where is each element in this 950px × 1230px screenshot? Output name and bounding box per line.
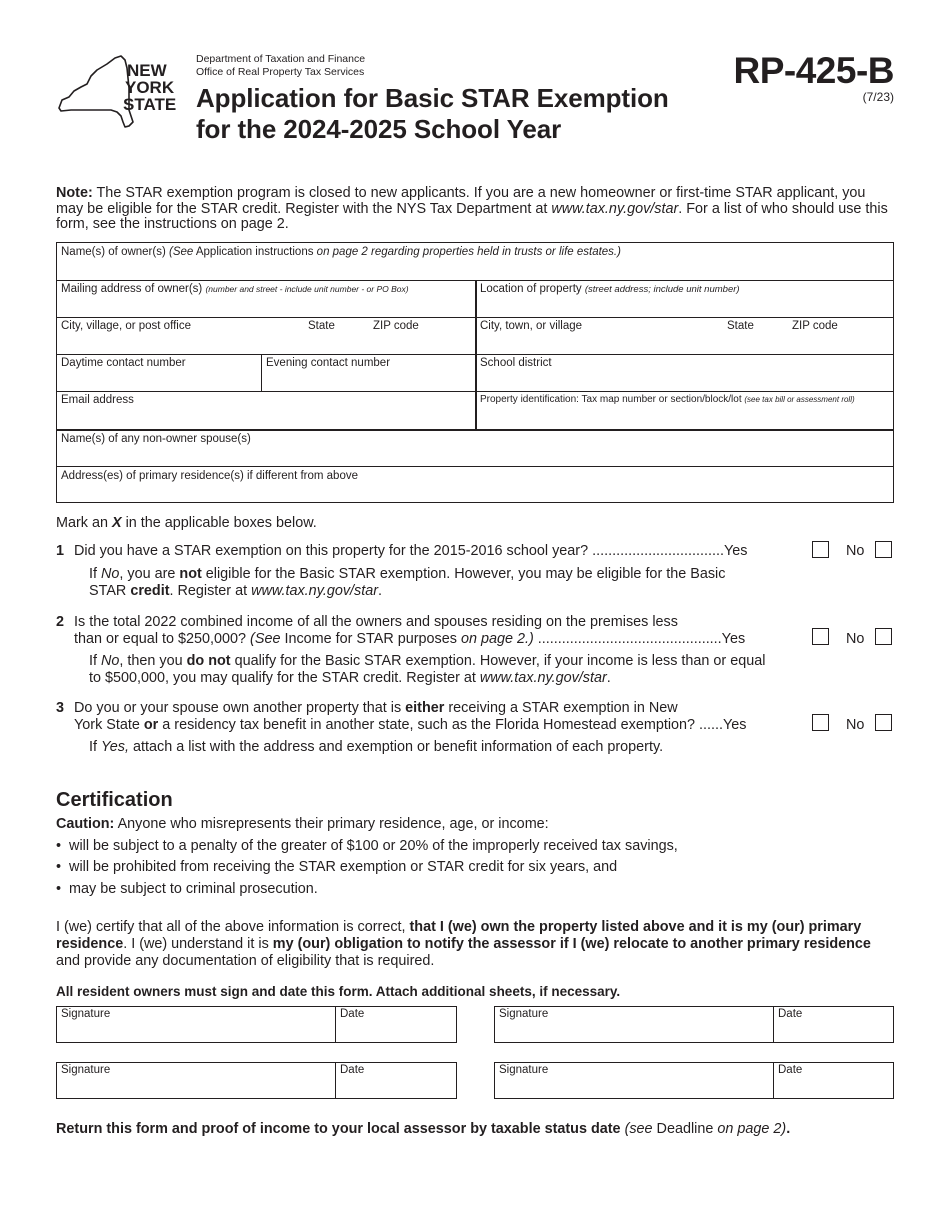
question-2-text-d: Income for STAR purposes [280,631,461,647]
q2-note-a: If [89,653,101,669]
date-1-label: Date [340,1008,365,1020]
date-4-label: Date [778,1064,803,1076]
mailing-address-label: Mailing address of owner(s) [61,283,206,295]
property-identification-hint: (see tax bill or assessment roll) [744,395,855,404]
question-2-no-checkbox[interactable] [875,628,892,645]
question-3-yes-checkbox[interactable] [812,714,829,731]
signature-2-label: Signature [499,1008,549,1020]
signature-1-label: Signature [61,1008,111,1020]
question-3-text-a: Do you or your spouse own another property that is [74,700,406,716]
logo-line-state: STATE [123,95,177,114]
question-3-text-b: either [405,700,445,716]
note-text-2: . For a list of who should use this form, see the instructions on page 2. [56,200,888,232]
question-2-text-b: than or equal to $250,000? [74,631,251,647]
question-3-text-f: a residency tax benefit in another state, such as the Florida Homestead exemption? ......Yes [158,717,747,733]
mailing-address-field[interactable] [57,280,475,317]
caution-bullet-1-text: will be subject to a penalty of the greater of $100 or 20% of the improperly received tax savings, [69,837,678,854]
city-town-field[interactable] [476,317,893,354]
daytime-contact-label: Daytime contact number [61,357,186,369]
certify-d: my (our) obligation to notify the assessor if I (we) relocate to another primary residence [272,936,871,952]
logo-line-york: YORK [125,78,175,97]
property-location-field[interactable] [476,280,893,317]
q2-note-url[interactable]: www.tax.ny.gov/star [479,670,607,686]
question-1-note [89,566,749,600]
q2-note-c: , then you [119,653,187,669]
owners-name-label: Name(s) of owner(s) [61,246,169,258]
property-location-label: Location of property [480,283,585,295]
note-paragraph [56,186,896,233]
signature-box-3[interactable] [56,1062,457,1099]
note-url[interactable]: www.tax.ny.gov/star [551,200,679,217]
caution-line [56,814,678,836]
q1-note-d: not [179,566,202,582]
signature-3-label: Signature [61,1064,111,1076]
question-2-text-c: (See [250,631,281,647]
certify-e: and provide any documentation of eligibility that is required. [56,953,435,969]
q3-note-a: If [89,739,101,755]
q3-note-b: Yes, [101,739,130,755]
primary-residence-field[interactable] [57,467,893,502]
mark-instruction-b: in the applicable boxes below. [121,515,317,531]
caution-block [56,814,678,900]
question-3 [56,700,894,760]
question-3-text-d: York State [74,717,144,733]
question-2-text-e: on page 2.) [460,631,534,647]
certify-b: that I (we) own the property listed above and it is my (our) primary residence [56,919,862,952]
property-zip-label: ZIP code [792,320,838,332]
mark-instruction [56,515,317,531]
question-1-number: 1 [56,543,65,559]
owners-hint-ref: Application instructions [193,246,317,258]
certification-statement [56,919,896,970]
property-state-label: State [727,320,754,332]
signature-box-4[interactable] [494,1062,894,1099]
mark-x: X [111,515,122,531]
date-3-label: Date [340,1064,365,1076]
form-revision-date: (7/23) [862,90,894,104]
return-e: . [786,1121,791,1137]
return-d: on page 2) [717,1121,787,1137]
question-1 [56,543,894,603]
signature-4-label: Signature [499,1064,549,1076]
q1-note-url[interactable]: www.tax.ny.gov/star [251,583,379,599]
q2-note-d: do not [186,653,231,669]
question-3-no-label: No [846,717,865,733]
property-location-hint: (street address; include unit number) [584,284,740,295]
department-name: Department of Taxation and Finance [196,53,366,65]
email-address-label: Email address [61,394,134,406]
question-3-no-checkbox[interactable] [875,714,892,731]
return-c: Deadline [652,1121,718,1137]
question-3-text-e: or [143,717,159,733]
certify-a: I (we) certify that all of the above information is correct, [56,919,410,935]
caution-bullet-1: • will be subject to a penalty of the greater of $100 or 20% of the improperly received tax savings, [56,837,678,854]
form-title [196,83,669,145]
evening-contact-field[interactable] [262,354,475,391]
form-title-line1: Application for Basic STAR Exemption [196,83,669,113]
mailing-state-label: State [308,320,335,332]
owners-name-field[interactable] [57,243,893,280]
q2-note-b: No [101,653,120,669]
certification-heading: Certification [56,789,173,811]
date-2-label: Date [778,1008,803,1020]
signature-box-2[interactable] [494,1006,894,1043]
question-1-no-checkbox[interactable] [875,541,892,558]
form-title-line2: for the 2024-2025 School Year [196,114,562,144]
new-york-state-map-outline [59,56,133,127]
q2-note-g: . [606,670,611,686]
new-york-state-logo [55,54,185,134]
q1-note-a: If [89,566,101,582]
signature-box-1[interactable] [56,1006,457,1043]
note-text-1: The STAR exemption program is closed to new applicants. If you are a new homeowner or first-time STAR applicant, you may be eligible for the STAR credit. Register with the NYS Tax Department at [56,185,866,217]
office-name: Office of Real Property Tax Services [196,66,365,78]
department-heading [196,53,365,79]
form-number: RP-425-B [733,50,894,91]
question-1-text: Did you have a STAR exemption on this property for the 2015-2016 school year? .................................Yes [74,543,748,559]
caution-bullet-2-text: will be prohibited from receiving the STAR exemption or STAR credit for six years, and [69,859,618,875]
city-village-label: City, village, or post office [61,320,191,332]
q1-note-i: . [378,583,383,599]
q3-note-c: attach a list with the address and exemption or benefit information of each property. [129,739,664,755]
logo-line-new: NEW [127,61,167,80]
question-1-yes-checkbox[interactable] [812,541,829,558]
non-owner-spouse-field[interactable] [57,430,893,466]
note-label: Note: [56,185,93,201]
question-2-no-label: No [846,631,865,647]
question-2-text-f: ..............................................Yes [533,631,746,647]
question-1-no-label: No [846,543,865,559]
city-village-field[interactable] [57,317,475,354]
q1-note-g: . Register at [169,583,252,599]
q1-note-b: No [101,566,120,582]
daytime-contact-field[interactable] [57,354,261,391]
city-town-label: City, town, or village [480,320,583,332]
q1-note-c: , you are [119,566,180,582]
mailing-zip-label: ZIP code [373,320,419,332]
school-district-label: School district [480,357,552,369]
mailing-address-hint: (number and street - include unit number - or PO Box) [205,284,409,294]
caution-bullet-2: • will be prohibited from receiving the STAR exemption or STAR credit for six years, and [56,859,618,875]
q2-note-e: qualify for the Basic STAR exemption. However, if your income is less than or equal to $500,000, you may qualify for the STAR credit. Register at [89,653,766,686]
evening-contact-label: Evening contact number [266,357,391,369]
question-2-text-a: Is the total 2022 combined income of all the owners and spouses residing on the premises less [74,614,678,630]
q1-note-f: credit [130,583,170,599]
owner-information-grid [56,242,894,503]
email-address-field[interactable] [57,391,475,429]
question-2 [56,614,894,689]
caution-text: Anyone who misrepresents their primary residence, age, or income: [114,816,549,832]
question-2-number: 2 [56,614,65,630]
caution-label: Caution: [56,816,115,832]
return-b: (see [624,1121,653,1137]
caution-bullet-3-text: may be subject to criminal prosecution. [69,880,318,897]
return-instruction [56,1121,790,1137]
mark-instruction-a: Mark an [56,515,112,531]
question-3-note [89,739,809,756]
question-2-yes-checkbox[interactable] [812,628,829,645]
certify-c: . I (we) understand it is [123,936,273,952]
caution-bullet-3: • may be subject to criminal prosecution. [56,880,318,897]
question-3-number: 3 [56,700,65,716]
owners-hint-page: on page 2 regarding properties held in trusts or life estates.) [316,246,621,258]
property-identification-label: Property identification: Tax map number or section/block/lot [480,394,745,405]
primary-residence-label: Address(es) of primary residence(s) if different from above [61,470,358,482]
property-identification-field[interactable] [476,391,893,429]
school-district-field[interactable] [476,354,893,391]
question-3-text-c: receiving a STAR exemption in New [444,700,678,716]
question-2-note [89,653,779,687]
q1-note-e: eligible for the Basic STAR exemption. However, you may be eligible for the Basic STAR [89,566,726,599]
return-a: Return this form and proof of income to your local assessor by taxable status date [56,1121,625,1137]
all-owners-sign-instruction: All resident owners must sign and date this form. Attach additional sheets, if necessary. [56,984,621,999]
owners-hint-see: (See [169,246,194,258]
non-owner-spouse-label: Name(s) of any non-owner spouse(s) [61,433,251,445]
